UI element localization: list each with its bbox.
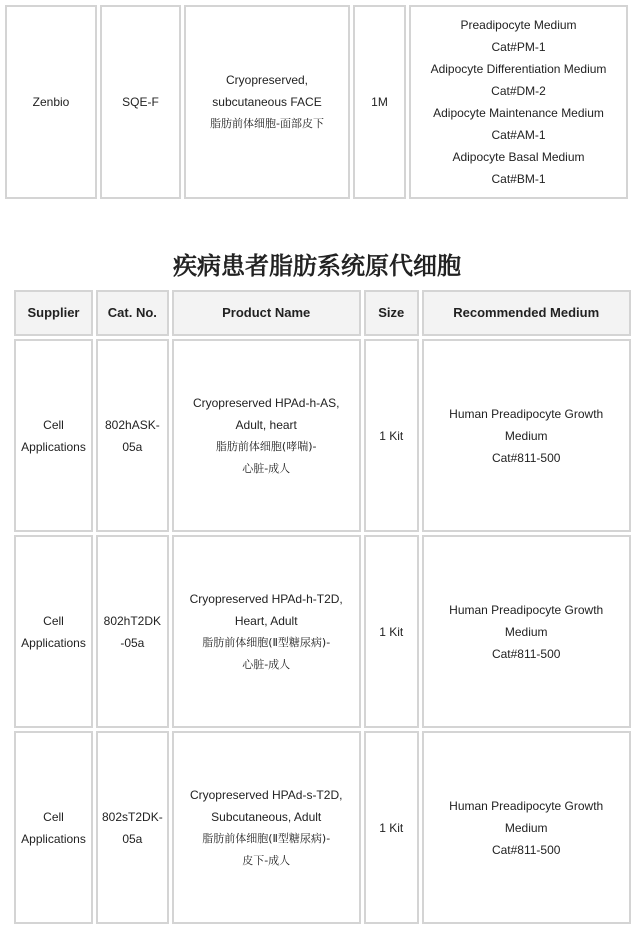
product-line-zh: 脂肪前体细胞-面部皮下 [210, 117, 324, 130]
medium-line: Cat#PM-1 [491, 40, 546, 54]
size-cell [364, 731, 419, 924]
supplier-line: Cell [43, 613, 64, 628]
top-product-table [2, 2, 631, 202]
medium-line: Cat#BM-1 [491, 172, 546, 186]
table-row [14, 731, 631, 924]
size-text: 1 Kit [379, 624, 404, 639]
cat-no-line: 05a [122, 831, 143, 846]
product-line: Heart, Adult [234, 613, 298, 628]
size-text: 1 Kit [379, 820, 404, 835]
medium-cell [422, 339, 631, 532]
header-supplier: Supplier [14, 290, 93, 336]
medium-line: Adipocyte Differentiation Medium [430, 62, 607, 76]
product-name-cell [184, 5, 350, 199]
product-name-cell [172, 731, 361, 924]
product-line: subcutaneous FACE [212, 95, 322, 109]
table-row [5, 5, 628, 199]
medium-line: Medium [504, 624, 548, 639]
cat-no-text: SQE-F [122, 95, 159, 109]
size-text: 1M [371, 95, 388, 109]
medium-line: Human Preadipocyte Growth [449, 406, 604, 421]
product-name-cell [172, 535, 361, 728]
product-name-cell [172, 339, 361, 532]
section-title: 疾病患者脂肪系统原代细胞 [173, 252, 461, 280]
product-line-zh: 心脏-成人 [242, 461, 291, 475]
medium-cell [422, 731, 631, 924]
supplier-line: Applications [21, 635, 86, 650]
product-line: Cryopreserved HPAd-h-T2D, [189, 591, 343, 606]
medium-cell [409, 5, 628, 199]
supplier-cell [14, 731, 93, 924]
product-line: Cryopreserved HPAd-h-AS, [192, 395, 340, 410]
header-product-name: Product Name [172, 290, 361, 336]
cat-no-line: -05a [120, 635, 145, 650]
medium-line: Human Preadipocyte Growth [449, 798, 604, 813]
product-line-zh: 脂肪前体细胞(哮喘)- [215, 439, 317, 453]
medium-line: Medium [504, 820, 548, 835]
medium-line: Cat#811-500 [491, 646, 561, 661]
cat-no-line: 05a [122, 439, 143, 454]
medium-line: Cat#811-500 [491, 842, 561, 857]
medium-line: Adipocyte Maintenance Medium [433, 106, 604, 120]
size-cell [364, 339, 419, 532]
medium-line: Cat#AM-1 [491, 128, 546, 142]
table-header-row [14, 290, 631, 336]
supplier-line: Cell [43, 809, 64, 824]
supplier-cell [14, 339, 93, 532]
header-size: Size [364, 290, 419, 336]
header-recommended-medium: Recommended Medium [422, 290, 631, 336]
medium-line: Cat#811-500 [491, 450, 561, 465]
product-line: Subcutaneous, Adult [211, 809, 322, 824]
medium-line: Medium [504, 428, 548, 443]
supplier-cell [5, 5, 97, 199]
medium-line: Cat#DM-2 [491, 84, 546, 98]
cat-no-cell [96, 339, 169, 532]
size-cell [364, 535, 419, 728]
cat-no-line: 802hASK- [105, 417, 160, 432]
supplier-cell [14, 535, 93, 728]
product-line-zh: 脂肪前体细胞(Ⅱ型糖尿病)- [202, 635, 331, 649]
product-line-zh: 皮下-成人 [242, 853, 291, 867]
cat-no-line: 802sT2DK- [102, 809, 163, 824]
medium-cell [422, 535, 631, 728]
cat-no-cell [96, 535, 169, 728]
table-row [14, 339, 631, 532]
size-cell [353, 5, 406, 199]
header-cat-no: Cat. No. [96, 290, 169, 336]
supplier-line: Cell [43, 417, 64, 432]
product-line: Cryopreserved HPAd-s-T2D, [189, 787, 343, 802]
medium-line: Adipocyte Basal Medium [452, 150, 585, 164]
supplier-line: Applications [21, 439, 86, 454]
supplier-line: Applications [21, 831, 86, 846]
supplier-text: Zenbio [32, 95, 70, 109]
cat-no-cell [100, 5, 181, 199]
medium-line: Preadipocyte Medium [460, 18, 577, 32]
medium-line: Human Preadipocyte Growth [449, 602, 604, 617]
size-text: 1 Kit [379, 428, 404, 443]
product-line-zh: 心脏-成人 [242, 657, 291, 671]
product-line: Adult, heart [235, 417, 297, 432]
product-line-zh: 脂肪前体细胞(Ⅱ型糖尿病)- [202, 831, 331, 845]
cat-no-cell [96, 731, 169, 924]
table-row [14, 535, 631, 728]
product-table [11, 287, 634, 927]
product-line: Cryopreserved, [225, 73, 309, 87]
cat-no-line: 802hT2DK [103, 613, 162, 628]
